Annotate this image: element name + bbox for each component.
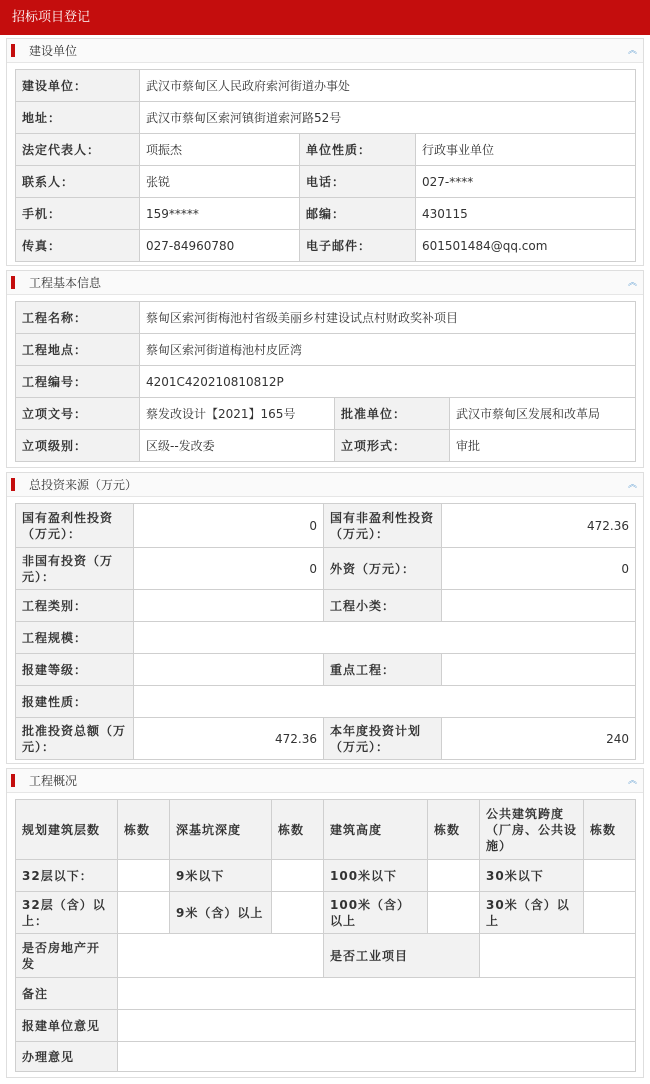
table-row	[16, 686, 636, 718]
section-title: 工程概况	[29, 774, 78, 788]
table-row	[16, 892, 636, 934]
field-label: 手机：	[16, 198, 140, 230]
field-label: 地址：	[16, 102, 140, 134]
table-cell	[584, 860, 636, 892]
section-overview	[6, 768, 644, 1078]
table-row	[16, 334, 636, 366]
field-label: 邮编：	[300, 198, 416, 230]
field-label: 报建性质：	[16, 686, 134, 718]
table-cell	[428, 892, 480, 934]
table-row	[16, 102, 636, 134]
table-row	[16, 1010, 636, 1042]
section-title: 工程基本信息	[29, 276, 102, 290]
field-value: 区级--发改委	[140, 430, 335, 462]
section-header[interactable]	[7, 39, 643, 63]
investment-table	[15, 503, 636, 760]
row-label: 30米以下	[480, 860, 584, 892]
field-label: 批准单位：	[335, 398, 450, 430]
field-label: 工程地点：	[16, 334, 140, 366]
section-marker	[11, 774, 15, 787]
field-value: 027-****	[416, 166, 636, 198]
field-value: 蔡甸区索河街梅池村省级美丽乡村建设试点村财政奖补项目	[140, 302, 636, 334]
field-label: 工程小类：	[324, 590, 442, 622]
field-value: 张锐	[140, 166, 300, 198]
field-value: 武汉市蔡甸区人民政府索河街道办事处	[140, 70, 636, 102]
field-value: 0	[442, 548, 636, 590]
table-cell	[272, 860, 324, 892]
field-value: 武汉市蔡甸区索河镇街道索河路52号	[140, 102, 636, 134]
row-label: 32层（含）以上：	[16, 892, 118, 934]
field-label: 联系人：	[16, 166, 140, 198]
field-label: 批准投资总额（万元）：	[16, 718, 134, 760]
table-row	[16, 978, 636, 1010]
field-label: 电子邮件：	[300, 230, 416, 262]
field-label: 办理意见	[16, 1042, 118, 1072]
construction-unit-table	[15, 69, 636, 262]
field-label: 报建单位意见	[16, 1010, 118, 1042]
column-header: 深基坑深度	[170, 800, 272, 860]
field-label: 国有非盈利性投资（万元）：	[324, 504, 442, 548]
field-value: 0	[134, 504, 324, 548]
table-row	[16, 398, 636, 430]
column-header: 公共建筑跨度（厂房、公共设施）	[480, 800, 584, 860]
field-value	[134, 686, 636, 718]
field-label: 工程名称：	[16, 302, 140, 334]
table-row	[16, 230, 636, 262]
field-value: 项振杰	[140, 134, 300, 166]
field-value	[442, 590, 636, 622]
table-row	[16, 504, 636, 548]
table-cell	[272, 892, 324, 934]
table-row	[16, 1042, 636, 1072]
field-label: 工程规模：	[16, 622, 134, 654]
row-label: 30米（含）以上	[480, 892, 584, 934]
column-header: 规划建筑层数	[16, 800, 118, 860]
field-label: 本年度投资计划（万元）：	[324, 718, 442, 760]
field-label: 国有盈利性投资（万元）：	[16, 504, 134, 548]
field-label: 重点工程：	[324, 654, 442, 686]
field-label: 单位性质：	[300, 134, 416, 166]
section-title: 总投资来源（万元）	[29, 478, 138, 492]
field-value	[134, 590, 324, 622]
field-value	[442, 654, 636, 686]
field-value: 472.36	[442, 504, 636, 548]
table-cell	[118, 860, 170, 892]
field-value	[480, 934, 636, 978]
section-header[interactable]	[7, 473, 643, 497]
chevron-double-up-icon[interactable]: ︽	[627, 480, 637, 490]
field-value: 472.36	[134, 718, 324, 760]
field-value: 蔡甸区索河街道梅池村皮匠湾	[140, 334, 636, 366]
section-marker	[11, 276, 15, 289]
field-label: 外资（万元）：	[324, 548, 442, 590]
row-label: 32层以下：	[16, 860, 118, 892]
field-value: 0	[134, 548, 324, 590]
field-label: 工程类别：	[16, 590, 134, 622]
field-label: 传真：	[16, 230, 140, 262]
chevron-double-up-icon[interactable]: ︽	[627, 278, 637, 288]
section-header[interactable]	[7, 271, 643, 295]
field-label: 备注	[16, 978, 118, 1010]
field-value: 159*****	[140, 198, 300, 230]
section-title: 建设单位	[29, 44, 78, 58]
row-label: 9米以下	[170, 860, 272, 892]
table-cell	[584, 892, 636, 934]
field-label: 报建等级：	[16, 654, 134, 686]
field-value	[118, 978, 636, 1010]
field-value: 240	[442, 718, 636, 760]
chevron-double-up-icon[interactable]: ︽	[627, 46, 637, 56]
overview-table	[15, 799, 636, 1072]
table-row	[16, 430, 636, 462]
field-label: 是否房地产开发	[16, 934, 118, 978]
field-value	[118, 1042, 636, 1072]
table-cell	[118, 892, 170, 934]
column-header: 栋数	[118, 800, 170, 860]
table-row	[16, 860, 636, 892]
row-label: 100米（含）以上	[324, 892, 428, 934]
field-label: 建设单位：	[16, 70, 140, 102]
section-header[interactable]	[7, 769, 643, 793]
table-row	[16, 548, 636, 590]
field-label: 工程编号：	[16, 366, 140, 398]
chevron-double-up-icon[interactable]: ︽	[627, 776, 637, 786]
page-title: 招标项目登记	[0, 0, 650, 35]
table-row	[16, 654, 636, 686]
section-project-info	[6, 270, 644, 468]
field-value: 武汉市蔡甸区发展和改革局	[450, 398, 636, 430]
column-header: 建筑高度	[324, 800, 428, 860]
field-label: 立项文号：	[16, 398, 140, 430]
field-label: 立项级别：	[16, 430, 140, 462]
column-header: 栋数	[272, 800, 324, 860]
field-value	[118, 934, 324, 978]
field-label: 立项形式：	[335, 430, 450, 462]
section-marker	[11, 44, 15, 57]
table-row	[16, 302, 636, 334]
table-row	[16, 934, 636, 978]
column-header: 栋数	[428, 800, 480, 860]
section-construction-unit	[6, 38, 644, 266]
field-label: 电话：	[300, 166, 416, 198]
field-value: 蔡发改设计【2021】165号	[140, 398, 335, 430]
field-label: 非国有投资（万元）：	[16, 548, 134, 590]
table-row	[16, 622, 636, 654]
field-value: 027-84960780	[140, 230, 300, 262]
table-row	[16, 166, 636, 198]
row-label: 100米以下	[324, 860, 428, 892]
table-row	[16, 718, 636, 760]
table-cell	[428, 860, 480, 892]
field-value: 601501484@qq.com	[416, 230, 636, 262]
field-value: 行政事业单位	[416, 134, 636, 166]
field-value	[134, 622, 636, 654]
table-row	[16, 70, 636, 102]
section-investment	[6, 472, 644, 764]
field-value: 审批	[450, 430, 636, 462]
field-value	[118, 1010, 636, 1042]
field-label: 法定代表人：	[16, 134, 140, 166]
section-marker	[11, 478, 15, 491]
column-header: 栋数	[584, 800, 636, 860]
table-row	[16, 134, 636, 166]
field-value: 430115	[416, 198, 636, 230]
field-value	[134, 654, 324, 686]
table-row	[16, 590, 636, 622]
table-header-row	[16, 800, 636, 860]
table-row	[16, 366, 636, 398]
field-label: 是否工业项目	[324, 934, 480, 978]
field-value: 4201C420210810812P	[140, 366, 636, 398]
table-row	[16, 198, 636, 230]
project-info-table	[15, 301, 636, 462]
row-label: 9米（含）以上	[170, 892, 272, 934]
